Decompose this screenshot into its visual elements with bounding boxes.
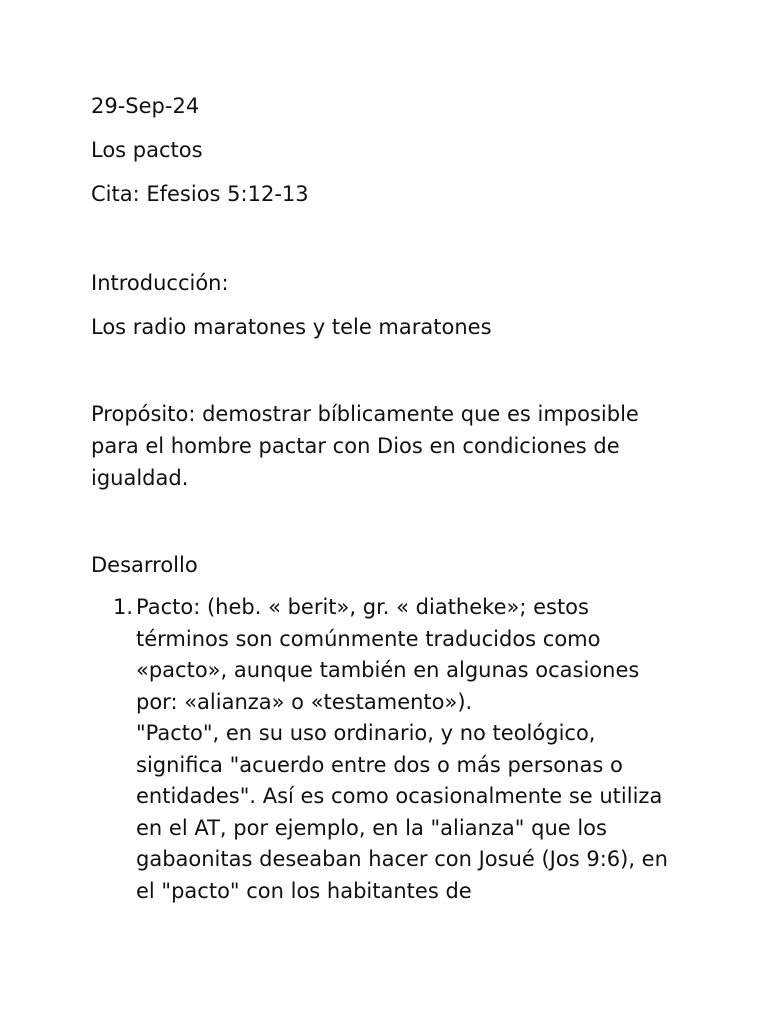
document-date: 29-Sep-24 [91, 94, 200, 118]
intro-heading: Introducción: [91, 271, 229, 295]
list-item-definition: Pacto: (heb. « berit», gr. « diatheke»; estos términos son comúnmente traducidos como «pacto», aunque también en algunas ocasiones por: «alianza» o «testamento»). [136, 595, 640, 714]
list-item-number: 1. [113, 595, 134, 619]
development-heading: Desarrollo [91, 553, 198, 577]
list-item-body [136, 592, 676, 907]
document-title: Los pactos [91, 138, 203, 162]
development-list [91, 592, 711, 907]
intro-text: Los radio maratones y tele maratones [91, 315, 492, 339]
list-item-explanation: "Pacto", en su uso ordinario, y no teológico, significa "acuerdo entre dos o más personas o entidades". Así es como ocasionalmente se utiliza en el AT, por ejemplo, en la "alianza" que los gabaonitas deseaban hacer con Josué (Jos 9:6), en el "pacto" con los habitantes de [136, 721, 668, 903]
list-item [91, 592, 711, 907]
document-citation: Cita: Efesios 5:12-13 [91, 182, 309, 206]
purpose-paragraph: Propósito: demostrar bíblicamente que es imposible para el hombre pactar con Dios en condiciones de igualdad. [91, 402, 639, 490]
